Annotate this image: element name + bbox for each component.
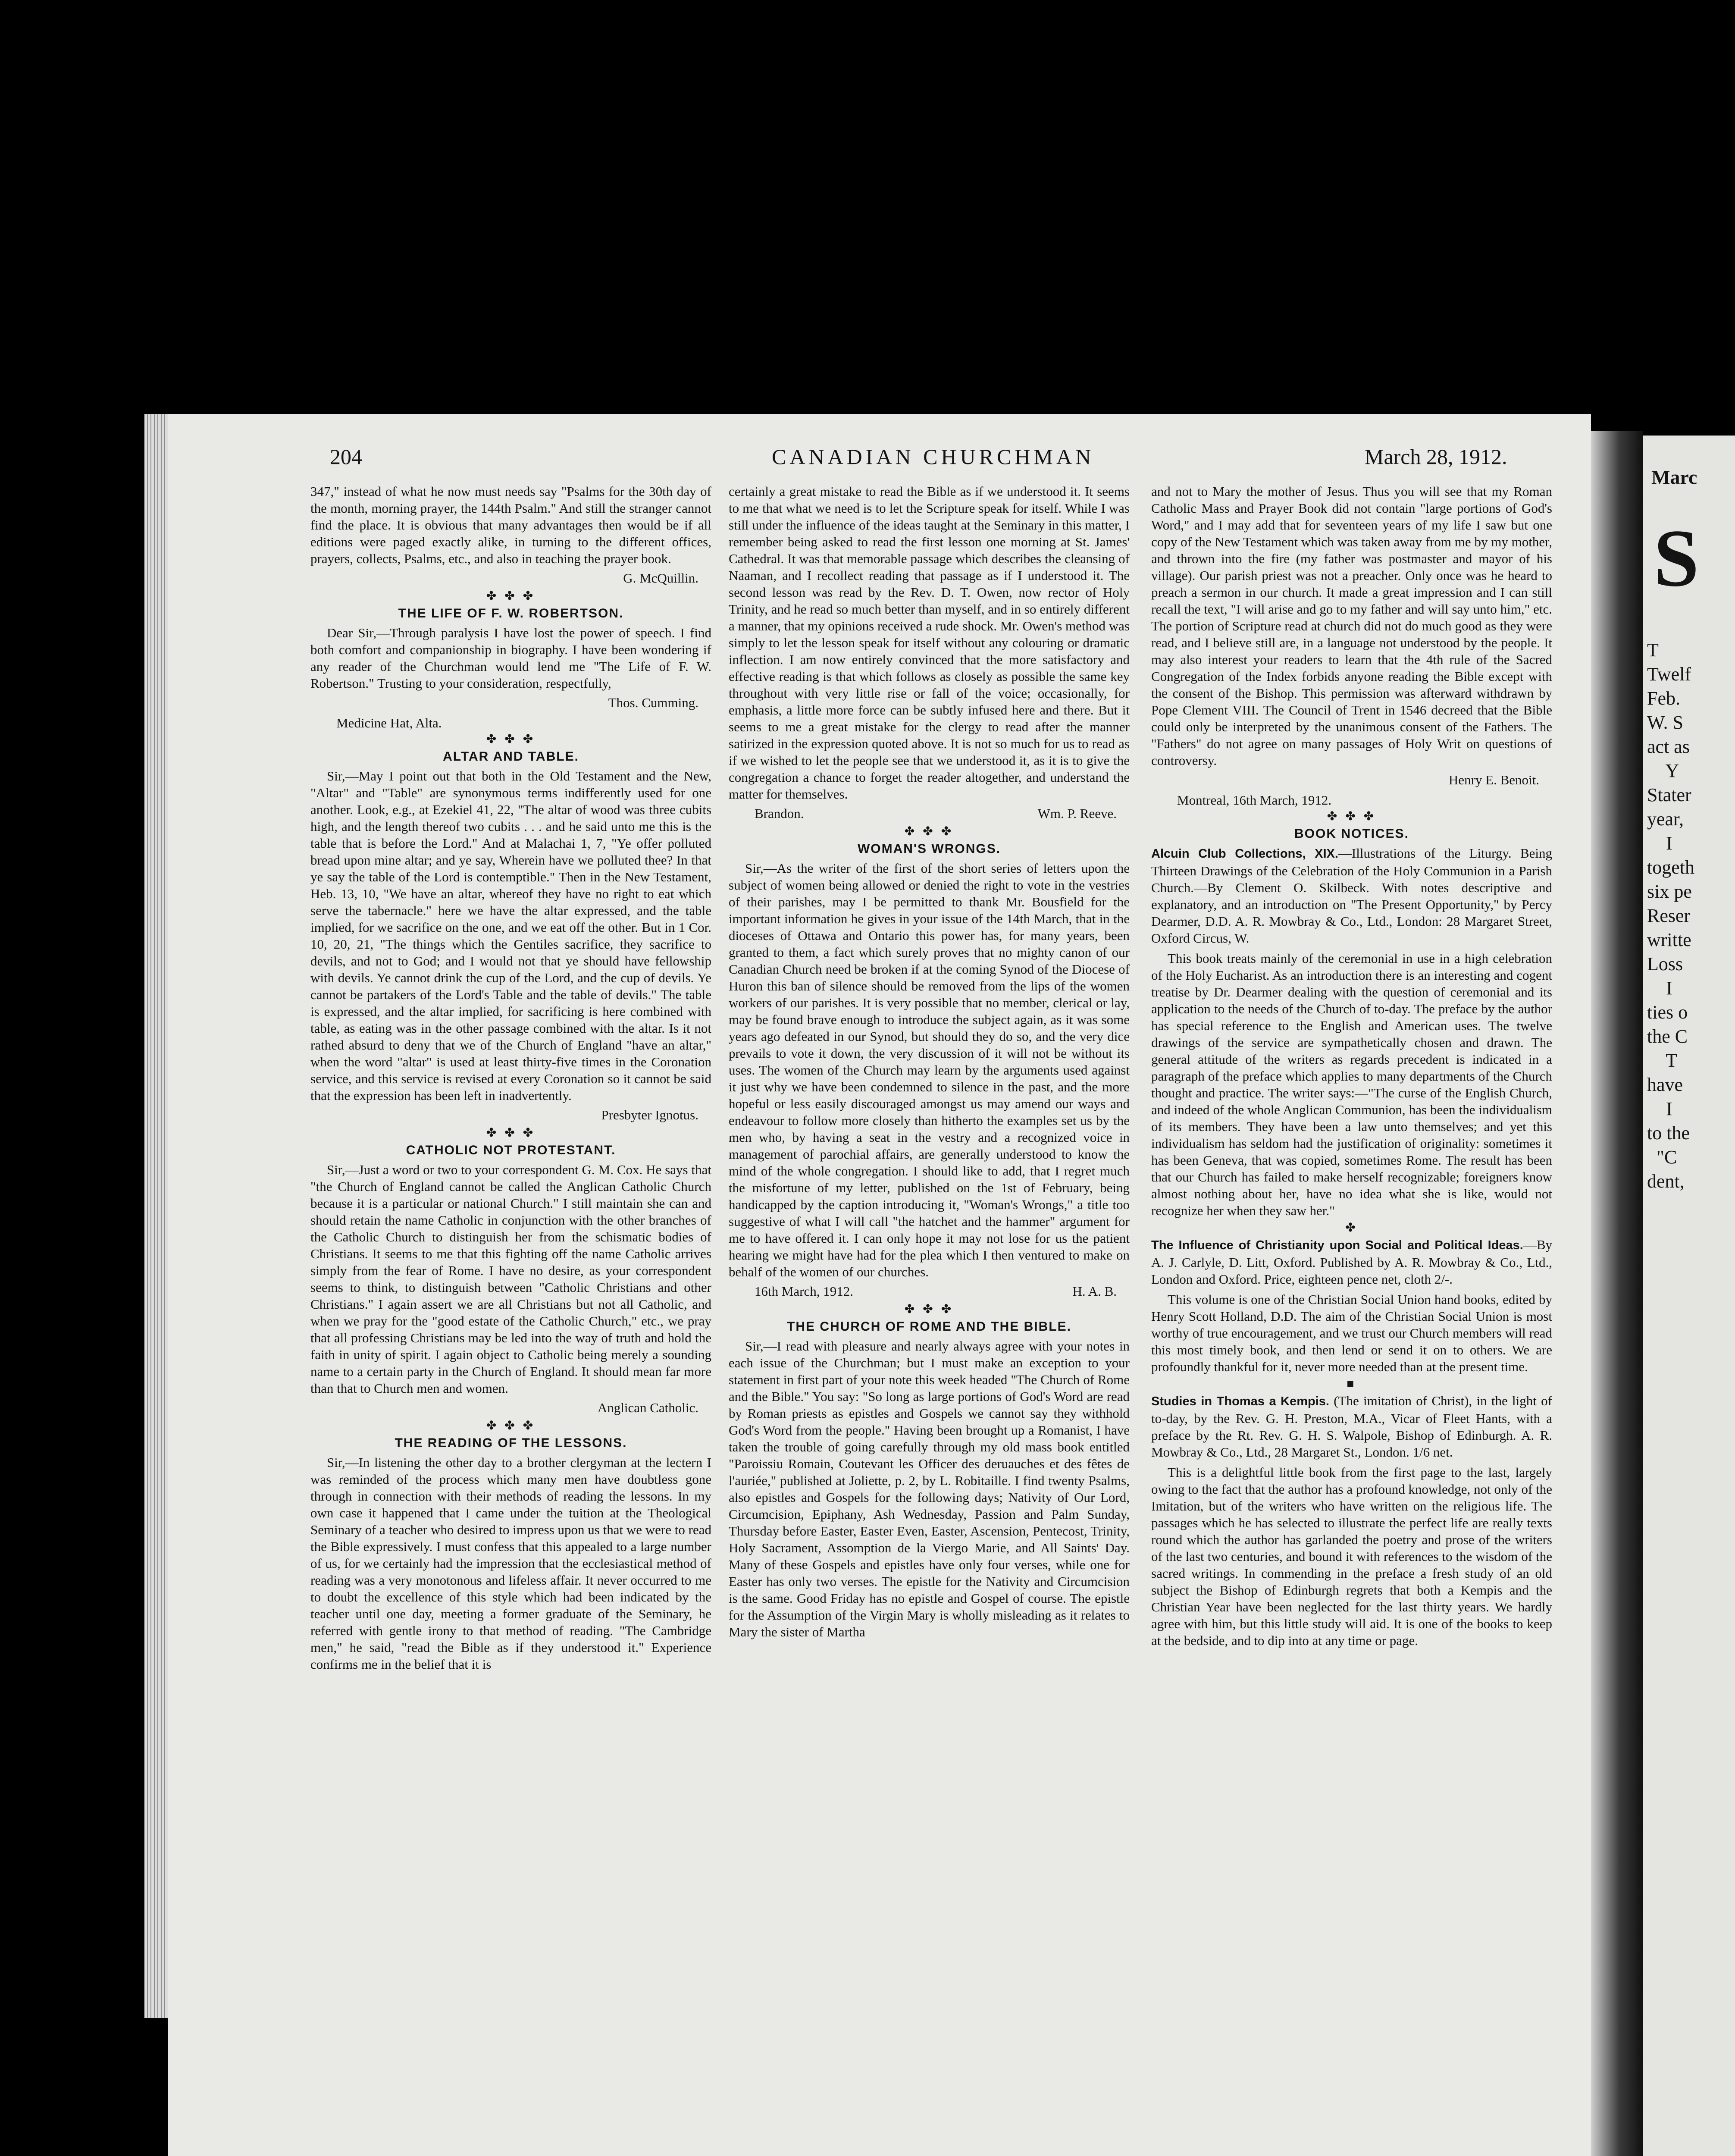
book-review: This is a delightful little book from the first page to the last, largely owing to the fact that the author has a profound knowledge, not only of the Imitation, but of the writers who have written on the religious life. The passages which he has selected to illustrate the perfect life are really texts round which the author has garlanded the poetry and prose of the writers of the last two centuries, and bound it with references to the wisdom of the sacred writings. In commending in the preface a fresh study of an old subject the Bishop of Edinburgh regrets that both a Kempis and the Christian Year have been neglected for the last thirty years. We hardly agree with him, but this little study will aid. It is one of the books to keep at the bedside, and to dip into at any time or page.	[1151, 1465, 1552, 1648]
book-details: —By A. J. Carlyle, D. Litt, Oxford. Published by A. R. Mowbray & Co., Ltd., London and Oxford. Price, eighteen pence net, cloth 2/-.	[1151, 1237, 1552, 1287]
letter-signature: Thos. Cumming.	[608, 695, 698, 710]
letter-text: Sir,—As the writer of the first of the short series of letters upon the subject of women being allowed or denied the right to vote in the vestries of their parishes, may I be permitted to thank Mr. Bousfield for the important information he gives in your issue of the 14th March, that in the dioceses of Ottawa and Ontario this power has, for many years, been granted to them, a fact which surely proves that no mighty canon of our Canadian Church need be broken if at the coming Synod of the Diocese of Huron this ban of silence should be removed from the lips of the women workers of our parishes. It is very possible that no member, clerical or lay, may be found brave enough to introduce the subject again, as it was some years ago defeated in our Synod, but should they do so, and the very dice prevails to vote it down, the very discussion of it will not be without its uses. The women of the Church may learn by the arguments used against it just why we have been condemned to silence in the past, and the more hopeful or less easily discouraged amongst us may amend our ways and endeavour to follow more closely than hitherto the examples set us by the men who, by having a seat in the vestry and a recognized voice in management of parochial affairs, are generally understood to know the mind of the whole congregation. I should like to add, that I regret much the misfortune of my letter, published on the 1st of February, being handicapped by the caption introducing it, "Woman's Wrongs," a title too suggestive of what I will call "the hatchet and the hammer" argument for me to have offered it. I can only hope it may not lose for us the patient hearing we might have had for the plea which I then ventured to make on behalf of the women of our churches.	[729, 861, 1130, 1279]
letter-text: certainly a great mistake to read the Bible as if we understood it. It seems to me that what we need is to let the Scripture speak for itself. While I was still under the influence of the ideas taught at the Seminary in this matter, I remember being asked to read the first lesson one morning at St. James' Cathedral. It was that memorable passage which describes the cleansing of Naaman, and I recollect reading that passage as if I understood it. The second lesson was read by the Rev. D. T. Owen, now rector of Holy Trinity, and he read so much better than myself, and in so entirely different a manner, that my opinions received a rude shock. Mr. Owen's method was simply to let the lesson speak for itself without any colouring or dramatic inflection. I am now entirely convinced that the more satisfactory and effective reading is that which follows as closely as possible the same key throughout with very little rise or fall of the voice; occasionally, for emphasis, a little more force can be subtly infused here and there. But it seems to me a great mistake for the clergy to read after the manner satirized in the expression quoted above. It is not so much for us to read as if we wished to let the people see that we understood it, as it is to give the congregation a chance to forget the reader altogether, and understand the matter for themselves.	[729, 484, 1130, 802]
letter-title: WOMAN'S WRONGS.	[857, 842, 1001, 856]
letter-text: and not to Mary the mother of Jesus. Thus you will see that my Roman Catholic Mass and Prayer Book did not contain "large portions of God's Word," and I may add that for seventeen years of my life I saw but one copy of the New Testament which was taken away from me by my mother, and thrown into the fire (my father was postmaster and mayor of his village). Our parish priest was not a preacher. Only once was he heard to preach a sermon in our church. It made a great impression and I can still recall the text, "I will arise and go to my father and will say unto him," etc. The portion of Scripture read at church did not do much good as they were read, and I believe still are, in a language not understood by the people. It may also interest your readers to learn that the 4th rule of the Sacred Congregation of the Index forbids anyone reading the Bible except with the consent of the Bishop. This permission was afterward withdrawn by Pope Clement VIII. The Council of Trent in 1546 decreed that the Bible could only be interpreted by the unanimous consent of the Fathers. The "Fathers" do not agree on many passages of Holy Writ on questions of controversy.	[1151, 484, 1552, 768]
letter-text: Sir,—May I point out that both in the Old Testament and the New, "Altar" and "Table" are synonymous terms indifferently used for one another. Look, e.g., at Ezekiel 41, 22, "The altar of wood was three cubits high, and the length thereof two cubits . . . and he said unto me this is the table that is before the Lord." And at Malachai 1, 7, "Ye offer polluted bread upon mine altar; and ye say, Wherein have we polluted thee? In that ye say the table of the Lord is contemptible." Then in the New Testament, Heb. 13, 10, "We have an altar, whereof they have no right to eat which serve the tabernacle." here we have the altar expressed, and the table implied, for we sacrifice on the one, and we eat off the other. But in 1 Cor. 10, 20, 21, "The things which the Gentiles sacrifice, they sacrifice to devils, and not to God; and I would not that ye should have fellowship with devils. Ye cannot drink the cup of the Lord, and the cup of devils. Ye cannot be partakers of the Lord's Table and the table of devils." The table is expressed, and the altar implied, for sacrificing is here combined with table, as eating was in the other passage combined with the altar. Is it not rathed absurd to deny that we of the Church of England "have an altar," when the word "altar" is used at least thirty-five times in the Coronation service, and this service is revised at every Coronation so it cannot be said that the expression has been left in inadvertently.	[310, 768, 711, 1103]
column-2	[729, 483, 1130, 2156]
letter-text: Sir,—I read with pleasure and nearly always agree with your notes in each issue of the Churchman; but I must make an exception to your statement in first part of your note this week headed "The Church of Rome and the Bible." You say: "So long as large portions of God's Word are read by Roman priests as epistles and Gospels we cannot say they withhold God's Word from the people." Having been brought up a Romanist, I have taken the trouble of going carefully through my old mass book entitled "Paroissiu Romain, Coutevant les Officer des deruauches et des fêtes de l'auriée," published at Joliette, p. 2, by L. Robitaille. I find twenty Psalms, also epistles and Gospels for the following days; Nativity of Our Lord, Circumcision, Epiphany, Ash Wednesday, Passion and Palm Sunday, Thursday before Easter, Easter Even, Easter, Ascension, Pentecost, Trinity, Holy Sacrament, Assomption de la Viergo Marie, and All Saints' Day. Many of these Gospels and epistles have only four verses, while one for Easter has only two verses. The epistle for the Nativity and Circumcision is the same. Good Friday has no epistle and Gospel of course. The epistle for the Assumption of the Virgin Mary is wholly misleading as it relates to Mary the sister of Martha	[729, 1338, 1130, 1639]
ornament: ✤ ✤ ✤	[486, 1419, 536, 1432]
page-number: 204	[330, 445, 362, 469]
letter-signature: Anglican Catholic.	[597, 1400, 698, 1415]
ornament: ✤ ✤ ✤	[486, 1126, 536, 1140]
newspaper-page	[168, 414, 1591, 2156]
letter-title: CATHOLIC NOT PROTESTANT.	[406, 1143, 616, 1157]
book-title: Studies in Thomas a Kempis.	[1151, 1395, 1329, 1408]
ornament: ✤ ✤ ✤	[486, 733, 536, 746]
letter-signoff	[729, 805, 1130, 822]
letter-signature: Wm. P. Reeve.	[1037, 806, 1117, 821]
masthead: CANADIAN CHURCHMAN	[772, 445, 1095, 469]
letter-text: Sir,—In listening the other day to a brother clergyman at the lectern I was reminded of the process which many men have doubtless gone through in connection with their methods of reading the lessons. In my own case it happened that I came under the tuition at the Theological Seminary of a teacher who desired to impress upon us that we were to read the Bible expressively. I must confess that this appealed to a large number of us, for we certainly had the impression that the ecclesiastical method of reading was a very monotonous and lifeless affair. It never occurred to me to doubt the excellence of this style which had been indicated by the teacher until one day, meeting a former graduate of the Seminary, he referred with gentle irony to that method of reading. "The Cambridge men," he said, "read the Bible as if they understood it." Experience confirms me in the belief that it is	[310, 1455, 711, 1672]
letter-date: 16th March, 1912.	[755, 1284, 854, 1299]
facing-page-text-fragments: T Twelf Feb. W. S act as Y Stater year, I togeth six pe Reser writte Loss I ties o the C T have I to the "C dent,	[1647, 639, 1694, 1192]
letter-place: Montreal, 16th March, 1912.	[1177, 793, 1332, 808]
ornament: ✤	[1345, 1221, 1358, 1235]
issue-date: March 28, 1912.	[1365, 445, 1507, 469]
page-stack-edges	[144, 414, 170, 2018]
letter-signoff	[729, 1283, 1130, 1300]
letter-signature: Henry E. Benoit.	[1448, 772, 1539, 787]
book-review: This book treats mainly of the ceremonial in use in a high celebration of the Holy Eucharist. As an introduction there is an interesting and cogent treatise by Dr. Dearmer dealing with the question of ceremonial and its application to the needs of the Church of to-day. The preface by the author has special reference to the English and American uses. The twelve drawings of the service are sympathetically chosen and drawn. The general attitude of the writers as regards precedent is indicated in a paragraph of the preface which applies to many departments of the Church thought and practice. The writer says:—"The curse of the English Church, and indeed of the whole Anglican Communion, has been the individualism of its members. They have been a law unto themselves; and yet this individualism has seldom had the justification of originality: sometimes it has been Geneva, that was copied, sometimes Rome. The result has been that our Church has failed to make herself recognizable; foreigners know almost nothing about her, have no idea what she is like, would not recognize her when they saw her."	[1151, 951, 1552, 1218]
book-details: —Illustrations of the Liturgy. Being Thirteen Drawings of the Celebration of the Holy Communion in a Parish Church.—By Clement O. Skilbeck. With notes descriptive and explanatory, and an introduction on "The Present Opportunity," by Percy Dearmer, D.D. A. R. Mowbray & Co., Ltd., London: 28 Margaret Street, Oxford Circus, W.	[1151, 846, 1552, 946]
letter-text: Sir,—Just a word or two to your correspondent G. M. Cox. He says that "the Church of England cannot be called the Anglican Catholic Church because it is a particular or national Church." I still maintain she can and should retain the name Catholic in conjunction with the other branches of the Catholic Church to distinguish her from the schismatic bodies of Christians. It seems to me that this fighting off the name Catholic arrives simply from the fear of Rome. I have no desire, as your correspondent seems to think, to distinguish between "Catholic Christians and other Christians." I again assert we are all Christians but not all Catholic, and when we pray for the "good estate of the Catholic Church," etc., we pray that all professing Christians may be led into the way of truth and hold the faith in unity of spirit. I again object to Catholic being merely a sounding name to a certain party in the Church of England. It should mean far more than that to Church men and women.	[310, 1162, 711, 1396]
book-details: (The imitation of Christ), in the light of to-day, by the Rev. G. H. Preston, M.A., Vicar of Fleet Hants, with a preface by the Rt. Rev. G. H. S. Walpole, Bishop of Edinburgh. A. R. Mowbray & Co., Ltd., 28 Margaret St., London. 1/6 net.	[1151, 1393, 1552, 1460]
ornament: ✤ ✤ ✤	[486, 589, 536, 603]
ornament: ✤ ✤ ✤	[904, 825, 954, 838]
letter-title: THE LIFE OF F. W. ROBERTSON.	[398, 606, 624, 620]
letter-place: Brandon.	[755, 806, 804, 821]
book-entry	[1151, 1236, 1552, 1288]
letter-signature: H. A. B.	[1072, 1284, 1117, 1299]
letter-signature: G. McQuillin.	[623, 570, 698, 586]
facing-page-initial: S	[1654, 513, 1699, 604]
book-entry	[1151, 1392, 1552, 1460]
book-gutter	[1591, 431, 1643, 2156]
letter-place: Medicine Hat, Alta.	[336, 715, 442, 730]
letter-signature: Presbyter Ignotus.	[601, 1107, 698, 1122]
ornament: ■	[1347, 1377, 1357, 1391]
column-3	[1151, 483, 1552, 2156]
book-review: This volume is one of the Christian Social Union hand books, edited by Henry Scott Holland, D.D. The aim of the Christian Social Union is most worthy of true encouragement, and we trust our Church members will read this most timely book, and then lend or send it on to others. We are profoundly thankful for it, never more needed than at the present time.	[1151, 1292, 1552, 1374]
letter-text: 347," instead of what he now must needs say "Psalms for the 30th day of the month, morning prayer, the 144th Psalm." And still the stranger cannot find the place. It is obvious that many advantages then would be if all editions were paged exactly alike, in turning to the different offices, prayers, collects, Psalms, etc., and also in teaching the prayer book.	[310, 484, 711, 566]
book-entry	[1151, 845, 1552, 946]
letter-title: THE CHURCH OF ROME AND THE BIBLE.	[787, 1319, 1071, 1334]
facing-page-edge	[1643, 436, 1735, 2156]
facing-page-header: Marc	[1651, 466, 1697, 488]
letter-text: Dear Sir,—Through paralysis I have lost the power of speech. I find both comfort and companionship in biography. I have been wondering if any reader of the Churchman would lend me "The Life of F. W. Robertson." Trusting to your consideration, respectfully,	[310, 625, 711, 691]
column-1	[310, 483, 711, 2156]
book-title: The Influence of Christianity upon Social and Political Ideas.	[1151, 1238, 1523, 1252]
ornament: ✤ ✤ ✤	[904, 1303, 954, 1316]
page-header	[168, 444, 1591, 470]
ornament: ✤ ✤ ✤	[1327, 810, 1377, 823]
section-title: BOOK NOTICES.	[1294, 827, 1409, 841]
book-title: Alcuin Club Collections, XIX.	[1151, 847, 1338, 861]
letter-title: ALTAR AND TABLE.	[443, 749, 579, 764]
letter-title: THE READING OF THE LESSONS.	[395, 1436, 627, 1450]
